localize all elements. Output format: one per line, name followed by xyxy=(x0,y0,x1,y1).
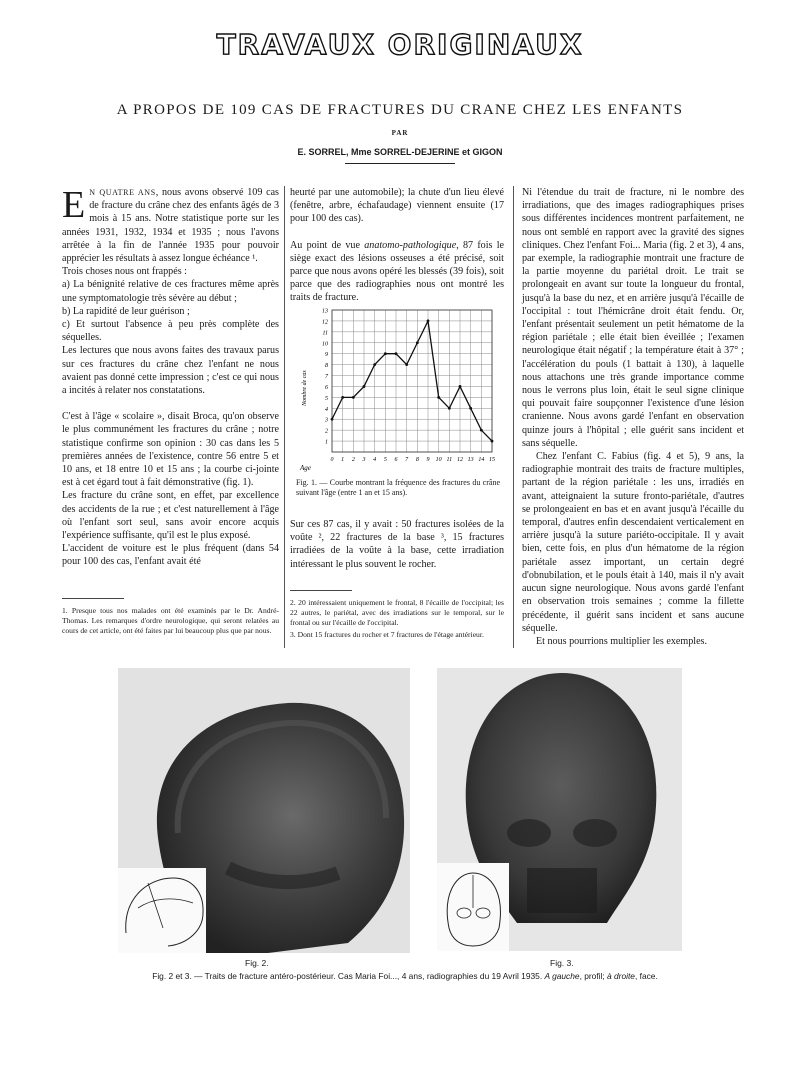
x-tick-label: 2 xyxy=(351,457,355,463)
paragraph-intro xyxy=(62,186,279,265)
y-tick-label: 4 xyxy=(325,406,328,413)
caption-text: Fig. 2 et 3. — Traits de fracture antéro-postérieur. Cas Maria Foi..., 4 ans, radiographies du 19 Avril 1935. xyxy=(152,971,545,981)
series-line xyxy=(332,321,492,441)
x-tick-label: 4 xyxy=(373,457,377,463)
data-point xyxy=(384,352,387,355)
x-tick-label: 8 xyxy=(415,457,419,463)
y-tick-label: 13 xyxy=(322,308,328,315)
data-point xyxy=(459,385,462,388)
data-point xyxy=(395,352,398,355)
data-point xyxy=(480,429,483,432)
x-tick-label: 15 xyxy=(489,457,495,463)
intro-text: , nous avons observé 109 cas de fracture du crâne chez des enfants âgés de 3 mois à 15 ans. Notre statistique porte sur les années 1931, 1932, 1934 et 1935 ; nous l'avons arrêtée à la fin de l'année 1935 pour pouvoir apprécier les résultats à assez longue échéance ¹. xyxy=(62,187,279,265)
column-3 xyxy=(522,186,744,648)
paragraph: Sur ces 87 cas, il y avait : 50 fractures isolées de la voûte ², 22 fractures de la base ³, 15 fractures irradiées de la voûte à la base, cette irradiation intéressant le plus souvent le rocher. xyxy=(290,519,504,570)
data-point xyxy=(491,440,494,443)
data-point xyxy=(341,396,344,399)
paragraph: C'est à l'âge « scolaire », disait Broca, qu'on observe le plus communément les fractures du crâne ; notre statistique confirme son opinion : 30 cas dans les 5 premières années de l'existence, contre 56 entre 5 et 10 ans, et 18 entre 10 et 15 ans ; la courbe ci-jointe est à cet égard tout à fait démonstrative (fig. 1). xyxy=(62,411,279,489)
column-2 xyxy=(290,186,504,305)
footnote-1: 1. Presque tous nos malades ont été examinés par le Dr. André-Thomas. Les remarques d'ordre neurologique, qui seront relatées au cours de cet article, ont été faites par lui beaucoup plus que par nous. xyxy=(62,606,279,635)
fig1-chart xyxy=(292,300,502,485)
skull-face-image xyxy=(437,668,682,951)
fig2-xray-profile xyxy=(118,668,410,953)
y-tick-label: 6 xyxy=(325,384,328,391)
paragraph: b) La rapidité de leur guérison ; xyxy=(62,305,190,317)
data-point xyxy=(331,418,334,421)
data-point xyxy=(448,407,451,410)
data-point xyxy=(469,407,472,410)
y-tick-label: 8 xyxy=(325,363,328,370)
y-tick-label: 7 xyxy=(325,374,328,381)
y-tick-label: 1 xyxy=(325,439,328,446)
article-authors: E. SORREL, Mme SORREL-DEJERINE et GIGON xyxy=(297,147,503,157)
footnote-2: 2. 20 intéressaient uniquement le frontal, 8 l'écaille de l'occipital; les 22 autres, le pariétal, avec des irradiations sur le temporal, sur le frontal ou sur l'écaille de l'occipital. xyxy=(290,598,504,627)
x-tick-label: 6 xyxy=(394,457,398,463)
title-divider xyxy=(345,163,455,164)
x-tick-label: 10 xyxy=(435,457,442,463)
italic-term: anatomo-pathologique xyxy=(364,239,457,251)
paragraph: L'accident de voiture est le plus fréquent (dans 54 pour 100 des cas, l'enfant avait été xyxy=(62,543,279,568)
data-point xyxy=(437,396,440,399)
footnote-rule xyxy=(290,590,352,591)
y-tick-label: 5 xyxy=(325,395,328,402)
data-point xyxy=(373,363,376,366)
fig3-xray-face xyxy=(437,668,682,951)
paragraph: heurté par une automobile); la chute d'un lieu élevé (fenêtre, arbre, échafaudage) viennent ensuite (17 pour 100 des cas). xyxy=(290,187,504,225)
data-point xyxy=(363,385,366,388)
x-tick-label: 1 xyxy=(341,457,345,463)
fig2-3-caption xyxy=(60,971,750,981)
paragraph: Trois choses nous ont frappés : xyxy=(62,266,187,278)
x-tick-label: 9 xyxy=(426,457,430,463)
plot-frame xyxy=(332,310,492,452)
fig1-chart-svg xyxy=(292,300,502,485)
section-title: TRAVAUX ORIGINAUX xyxy=(216,28,584,61)
fig2-label: Fig. 2. xyxy=(245,958,269,968)
drop-cap: E xyxy=(62,184,86,226)
footnote-3: 3. Dont 15 fractures du rocher et 7 fractures de l'étage antérieur. xyxy=(290,630,484,639)
caption-text: , face. xyxy=(634,971,658,981)
y-axis-label: Nombre de cas xyxy=(302,370,308,406)
x-tick-label: 12 xyxy=(457,457,463,463)
x-tick-label: 3 xyxy=(362,457,366,463)
x-tick-label: 7 xyxy=(405,457,409,463)
footnote-block-1 xyxy=(62,598,279,636)
intro-smallcaps: N QUATRE ANS xyxy=(89,188,156,197)
paragraph: Les fracture du crâne sont, en effet, par excellence des accidents de la rue ; et c'est naturellement à l'âge où l'enfant sort seul, sans avoir encore acquis l'expérience suffisante, qu'il est le plus exposé. xyxy=(62,490,279,542)
y-tick-label: 9 xyxy=(325,352,328,359)
y-tick-label: 3 xyxy=(325,417,328,424)
paragraph: a) La bénignité relative de ces fractures même après une symptomatologie très sévère au début ; xyxy=(62,279,279,304)
paragraph: Et nous pourrions multiplier les exemples. xyxy=(536,635,708,647)
paragraph: c) Et surtout l'absence à peu près complète des séquelles. xyxy=(62,319,279,344)
data-point xyxy=(405,363,408,366)
article-title: A PROPOS DE 109 CAS DE FRACTURES DU CRANE CHEZ LES ENFANTS xyxy=(116,102,684,118)
text-run: , 87 fois le siège exact des lésions osseuses a été précisé, soit parce que nous avons opéré les blessés (39 fois), soit parce que des radiographies nous ont montré les traits de fracture. xyxy=(290,239,504,304)
caption-text: , profil; xyxy=(579,971,608,981)
paragraph: Chez l'enfant C. Fabius (fig. 4 et 5), 9 ans, la radiographie montrait des traits de fracture multiples, partant de la région pariétale : les uns, irradiés en avant, atteignaient la suture fronto-pariétale, d'autres se prolongeaient en bas et en avant jusqu'à l'écaille du temporal, d'autres enfin descendaient verticalement en arrière jusqu'à la suture pariéto-occipitale. Il y avait bien, cette fois, en plus d'un hématome de la région pariétale assez important, un certain degré d'obnubilation, et le pouls était à 140, mais il n'y avait aucun signe neurologique. Nous avons gardé l'enfant en observation trois semaines ; comme la fillette précédente, il guérit sans incident et sans aucune séquelle. xyxy=(522,451,744,634)
x-axis-label: Age xyxy=(300,464,311,472)
fig3-label: Fig. 3. xyxy=(550,958,574,968)
y-tick-label: 12 xyxy=(322,319,328,326)
fig1-caption: Fig. 1. — Courbe montrant la fréquence des fractures du crâne suivant l'âge (entre 1 an et 15 ans). xyxy=(296,478,500,497)
y-tick-label: 2 xyxy=(325,428,328,435)
paragraph-anatomo xyxy=(290,239,504,305)
y-tick-label: 10 xyxy=(322,341,328,348)
y-tick-label: 11 xyxy=(322,330,328,337)
x-tick-label: 0 xyxy=(330,457,334,463)
x-tick-label: 13 xyxy=(467,457,474,463)
caption-italic: à droite xyxy=(607,971,635,981)
skull-profile-image xyxy=(118,668,410,953)
journal-section-banner xyxy=(0,28,800,61)
footnote-rule xyxy=(62,598,124,599)
byline-par: PAR xyxy=(391,129,409,137)
paragraph: Ni l'étendue du trait de fracture, ni le nombre des irradiations, que des images radiographiques prises sous différentes incidences montrent parfaitement, ne nous ont semblé en rapport avec la gravité des signes cliniques. Chez l'enfant Foi... Maria (fig. 2 et 3), 4 ans, par exemple, la radiographie montrait une fracture de la partie moyenne du pariétal droit. Le trait se prolongeait en avant sur toute la longueur du frontal, jusqu'à la base du nez, et en arrière jusqu'à l'écaille de l'occipital : tout l'hémicrâne droit était fendu. Or, l'enfant présentait seulement un petit hématome de la région pariétale ; elle était bien éveillée ; l'examen neurologique était négatif ; la température était à 37° ; l'accélération du pouls (1 battait à 130), à laquelle nous attachons une très grande importance comme nous le verrons plus loin, était le seul signe clinique qui pouvait faire soupçonner l'existence d'une lésion cranienne. Nous avons gardé l'enfant en observation quinze jours à l'hôpital ; elle guérit sans incident et sans séquelle. xyxy=(522,187,744,449)
column-divider xyxy=(284,186,285,648)
footnote-block-2 xyxy=(290,590,504,640)
data-point xyxy=(352,396,355,399)
data-point xyxy=(416,341,419,344)
text-run: Au point de vue xyxy=(290,239,365,251)
column-divider xyxy=(513,186,514,648)
data-point xyxy=(427,320,430,323)
caption-italic: A gauche xyxy=(544,971,580,981)
x-tick-label: 5 xyxy=(383,457,387,463)
column-2-lower xyxy=(290,518,504,571)
x-tick-label: 14 xyxy=(478,457,485,463)
paragraph: Les lectures que nous avons faites des travaux parus sur ces fractures du crâne chez l'enfant ne nous avaient pas donné cette impression ; c'est ce qui nous a incités à relater nos constatations. xyxy=(62,345,279,397)
x-tick-label: 11 xyxy=(446,457,453,463)
column-1 xyxy=(62,186,279,569)
